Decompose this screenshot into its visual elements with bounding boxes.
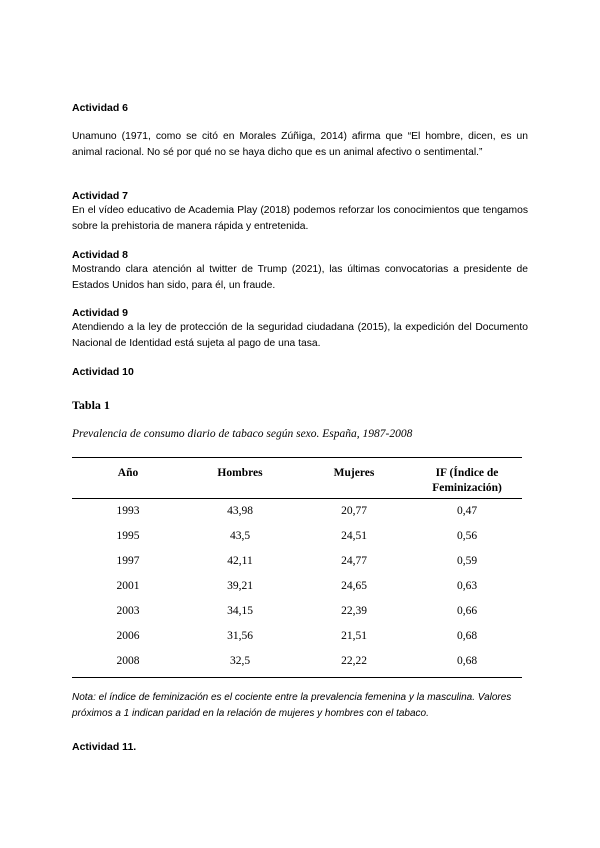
- table-cell-if: 0,68: [456, 630, 478, 642]
- table-cell-if: 0,66: [456, 605, 478, 617]
- activity-6-heading: Actividad 6: [72, 102, 129, 114]
- table-cell-men: 39,21: [227, 580, 253, 592]
- table-cell-women: 20,77: [341, 505, 367, 517]
- activity-10-heading: Actividad 10: [72, 366, 134, 378]
- table-header-year: Año: [117, 467, 139, 479]
- table-cell-if: 0,56: [456, 530, 478, 542]
- table-cell-men: 43,98: [227, 505, 253, 517]
- table-cell-women: 22,22: [341, 655, 367, 667]
- table-cell-year: 2006: [116, 630, 140, 642]
- table-cell-if: 0,59: [456, 555, 478, 567]
- activity-6-text: Unamuno (1971, como se citó en Morales Zúñiga, 2014) afirma que “El hombre, dicen, es un animal racional. No sé por qué no se haya dicho que es un animal afectivo o sentimental.”: [72, 131, 528, 158]
- table-cell-women: 24,51: [341, 530, 367, 542]
- table-cell-men: 34,15: [227, 605, 253, 617]
- table-header-if: IF (Índice de Feminización): [432, 467, 502, 494]
- table-cell-if: 0,68: [456, 655, 478, 667]
- table-cell-men: 42,11: [227, 555, 253, 567]
- table-cell-men: 43,5: [229, 530, 251, 542]
- table-cell-women: 24,65: [341, 580, 367, 592]
- table-cell-year: 2008: [116, 655, 140, 667]
- activity-7-text: En el vídeo educativo de Academia Play (2018) podemos reforzar los conocimientos que tengamos sobre la prehistoria de manera rápida y entretenida.: [72, 205, 528, 232]
- table-cell-men: 32,5: [229, 655, 251, 667]
- activity-11-heading: Actividad 11.: [72, 741, 137, 753]
- activity-9-heading: Actividad 9: [72, 307, 129, 319]
- table-label: Tabla 1: [72, 398, 110, 412]
- activity-8-heading: Actividad 8: [72, 249, 129, 261]
- table-cell-women: 21,51: [341, 630, 367, 642]
- table-header-men: Hombres: [217, 467, 263, 479]
- table-cell-women: 24,77: [341, 555, 367, 567]
- table-cell-year: 1997: [116, 555, 140, 567]
- table-cell-year: 2003: [116, 605, 140, 617]
- table-cell-if: 0,63: [456, 580, 478, 592]
- table-cell-men: 31,56: [227, 630, 253, 642]
- activity-9-text: Atendiendo a la ley de protección de la seguridad ciudadana (2015), la expedición del Documento Nacional de Identidad está sujeta al pago de una tasa.: [72, 322, 528, 349]
- table-cell-year: 1993: [116, 505, 140, 517]
- activity-7-heading: Actividad 7: [72, 190, 129, 202]
- table-header-women: Mujeres: [333, 467, 375, 479]
- table-bottom-rule: [72, 677, 522, 678]
- table-cell-if: 0,47: [456, 505, 478, 517]
- table-note: Nota: el índice de feminización es el cociente entre la prevalencia femenina y la masculina. Valores próximos a 1 indican paridad en la relación de mujeres y hombres con el tabaco.: [72, 692, 512, 719]
- table-cell-year: 1995: [116, 530, 140, 542]
- activity-8-text: Mostrando clara atención al twitter de Trump (2021), las últimas convocatorias a presidente de Estados Unidos han sido, para él, un fraude.: [72, 264, 528, 291]
- table-header-rule: [72, 498, 522, 499]
- table-caption: Prevalencia de consumo diario de tabaco según sexo. España, 1987-2008: [72, 428, 413, 440]
- table-top-rule: [72, 457, 522, 458]
- table-cell-women: 22,39: [341, 605, 367, 617]
- table-cell-year: 2001: [116, 580, 140, 592]
